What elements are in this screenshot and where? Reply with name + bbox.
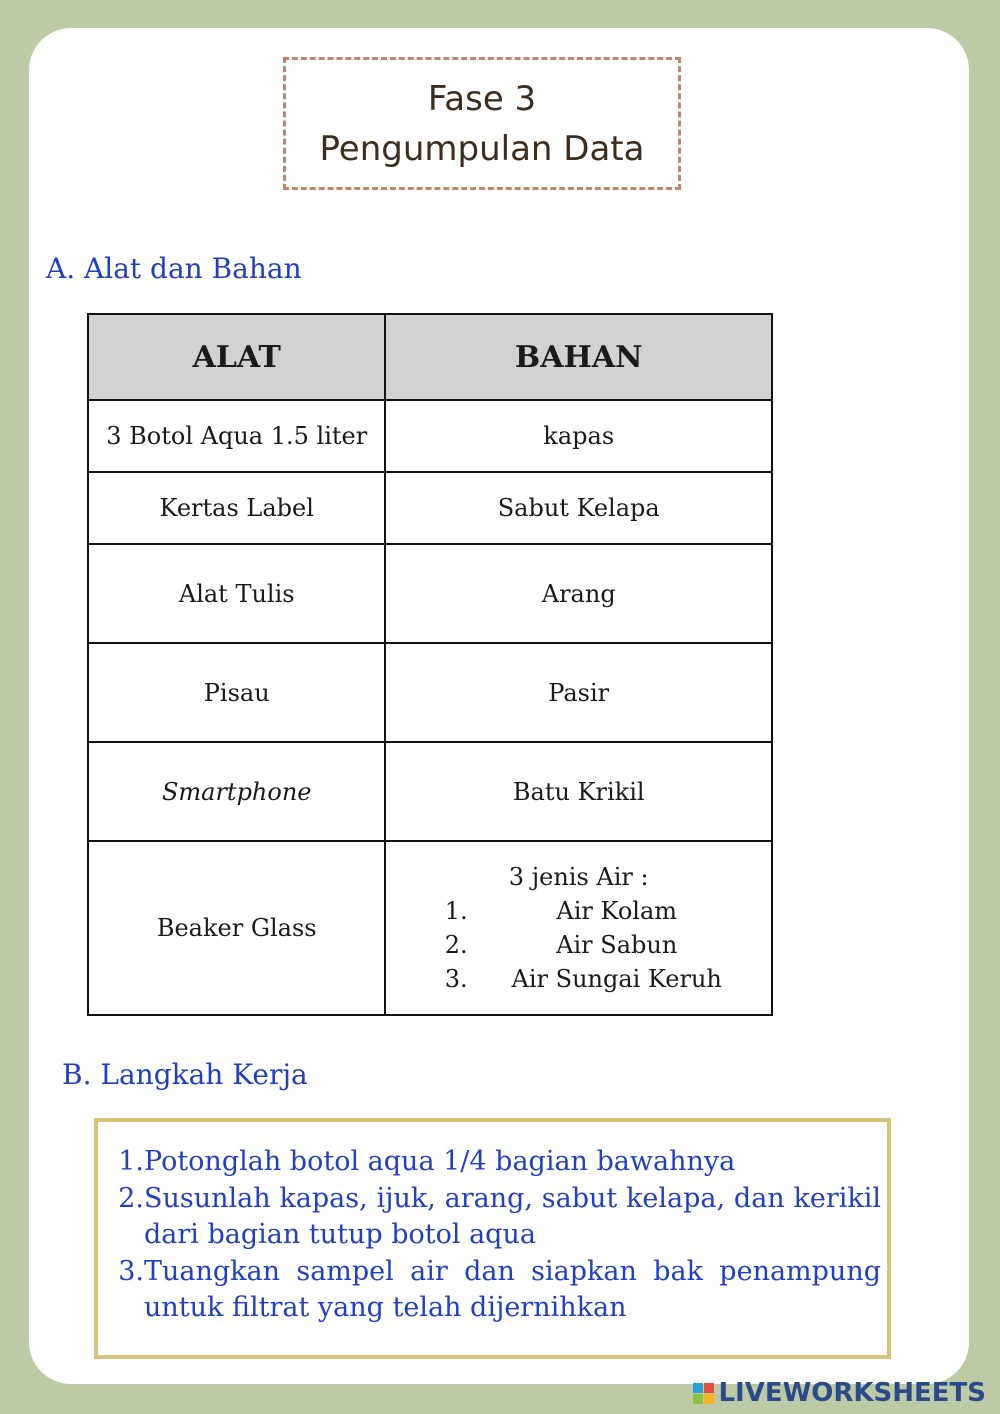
bahan-cell: Pasir: [385, 643, 772, 742]
water-type-item: [429, 894, 729, 928]
water-type-name: Air Sabun: [556, 931, 678, 959]
table-row: [88, 400, 772, 472]
table-row: [88, 544, 772, 643]
alat-cell: Pisau: [88, 643, 385, 742]
water-type-number: 3.: [444, 965, 468, 993]
steps-list: [116, 1144, 881, 1327]
step-text: Susunlah kapas, ijuk, arang, sabut kelapa, dan kerikil dari bagian tutup botol aqua: [144, 1182, 881, 1250]
liveworksheets-logo-icon: [693, 1383, 714, 1404]
water-type-item: [429, 928, 729, 962]
bahan-cell: [385, 841, 772, 1015]
table-row: [88, 472, 772, 544]
step-text: Tuangkan sampel air dan siapkan bak penampung untuk filtrat yang telah dijernihkan: [144, 1255, 881, 1323]
water-type-name: Air Sungai Keruh: [511, 965, 722, 993]
steps-box: [94, 1118, 891, 1359]
table-header-row: [88, 314, 772, 400]
table-row: [88, 841, 772, 1015]
alat-cell: Kertas Label: [88, 472, 385, 544]
alat-cell: Alat Tulis: [88, 544, 385, 643]
step-item: [116, 1254, 881, 1327]
water-type-name: Air Kolam: [556, 897, 678, 925]
logo-square: [704, 1383, 714, 1393]
bahan-cell: Arang: [385, 544, 772, 643]
alat-cell: 3 Botol Aqua 1.5 liter: [88, 400, 385, 472]
header-bahan: BAHAN: [385, 314, 772, 400]
logo-square: [693, 1394, 703, 1404]
water-type-item: [429, 962, 729, 996]
step-number: 2.: [118, 1182, 144, 1214]
bahan-cell: Batu Krikil: [385, 742, 772, 841]
step-number: 1.: [118, 1146, 144, 1177]
water-types-list: [429, 860, 729, 996]
page-title: Fase 3 Pengumpulan Data: [319, 78, 645, 169]
watermark-text: LIVEWORKSHEETS: [718, 1378, 986, 1408]
step-item: [116, 1144, 881, 1181]
water-type-number: 2.: [444, 931, 468, 959]
logo-square: [704, 1394, 714, 1404]
section-b-heading: B. Langkah Kerja: [62, 1058, 308, 1091]
water-types-title: 3 jenis Air :: [508, 863, 649, 891]
logo-square: [693, 1383, 703, 1393]
header-alat: ALAT: [88, 314, 385, 400]
bahan-cell: kapas: [385, 400, 772, 472]
liveworksheets-watermark: [693, 1378, 986, 1408]
step-item: [116, 1181, 881, 1254]
table-row: [88, 643, 772, 742]
water-type-number: 1.: [444, 897, 468, 925]
section-a-heading: A. Alat dan Bahan: [46, 252, 302, 285]
tools-materials-table: [87, 313, 773, 1016]
title-box: [283, 57, 681, 190]
step-number: 3.: [118, 1255, 144, 1287]
alat-cell: Beaker Glass: [88, 841, 385, 1015]
step-text: Potonglah botol aqua 1/4 bagian bawahnya: [144, 1146, 736, 1177]
table-row: [88, 742, 772, 841]
alat-cell: Smartphone: [88, 742, 385, 841]
bahan-cell: Sabut Kelapa: [385, 472, 772, 544]
